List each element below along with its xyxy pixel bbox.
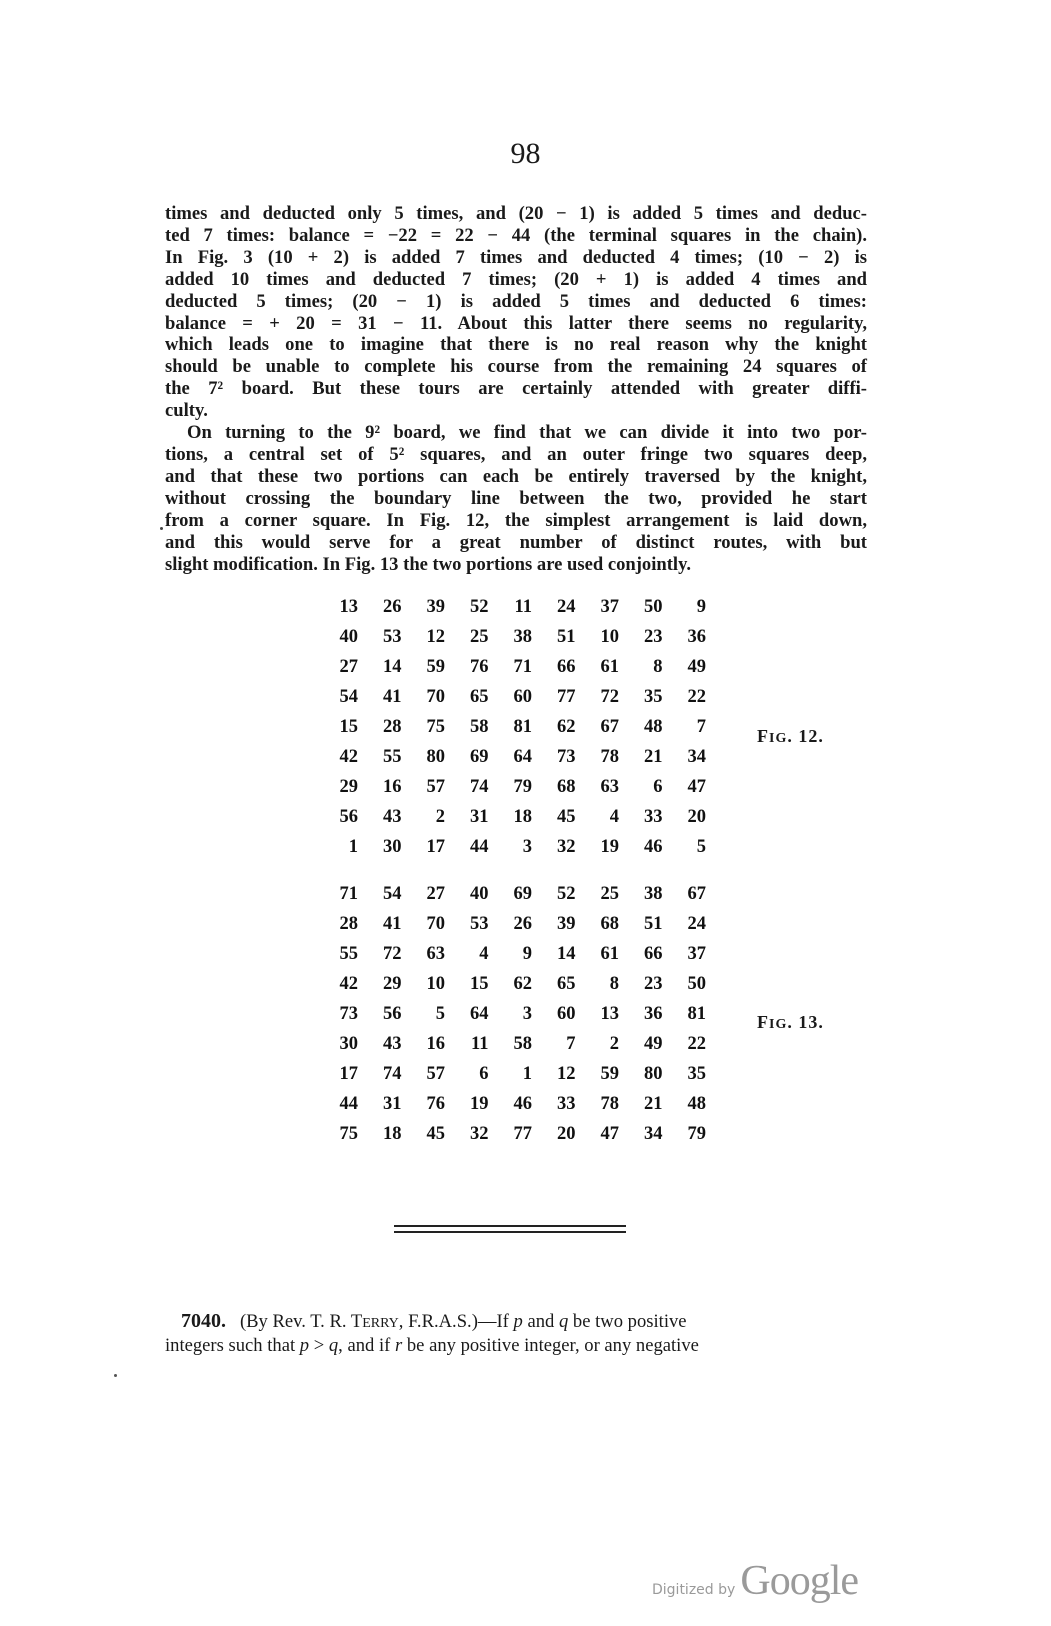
grid-cell: 55	[339, 944, 358, 964]
grid-cell: 12	[426, 627, 445, 647]
grid-cell: 22	[687, 1034, 706, 1054]
grid-cell: 9	[696, 597, 706, 617]
grid-cell: 19	[600, 837, 619, 857]
grid-cell: 16	[426, 1034, 445, 1054]
grid-cell: 69	[513, 884, 532, 904]
grid-cell: 81	[687, 1004, 706, 1024]
text-line: the 7² board. But these tours are certainly attended with greater diffi-	[165, 378, 867, 400]
grid-cell: 30	[339, 1034, 358, 1054]
grid-cell: 36	[644, 1004, 663, 1024]
grid-cell: 77	[513, 1124, 532, 1144]
grid-cell: 28	[383, 717, 402, 737]
grid-cell: 71	[513, 657, 532, 677]
grid-cell: 49	[644, 1034, 663, 1054]
grid-cell: 43	[383, 1034, 402, 1054]
grid-cell: 29	[339, 777, 358, 797]
grid-cell: 2	[609, 1034, 619, 1054]
grid-cell: 60	[513, 687, 532, 707]
grid-cell: 16	[383, 777, 402, 797]
problem-author-smallcaps: ERRY	[362, 1316, 399, 1331]
text-line: balance = + 20 = 31 − 11. About this latter there seems no regularity,	[165, 312, 867, 334]
grid-cell: 53	[470, 914, 489, 934]
grid-cell: 64	[513, 747, 532, 767]
grid-cell: 56	[383, 1004, 402, 1024]
problem-line-2	[165, 1335, 867, 1357]
grid-cell: 7	[696, 717, 706, 737]
grid-cell: 27	[426, 884, 445, 904]
grid-cell: 62	[513, 974, 532, 994]
text-line: culty.	[165, 400, 208, 422]
grid-cell: 6	[479, 1064, 489, 1084]
digitized-by-google-watermark	[652, 1557, 859, 1604]
grid-cell: 45	[557, 807, 576, 827]
grid-cell: 59	[426, 657, 445, 677]
grid-cell: 12	[557, 1064, 576, 1084]
margin-mark	[114, 1374, 117, 1377]
text-and: and	[522, 1311, 559, 1332]
grid-cell: 58	[513, 1034, 532, 1054]
grid-cell: 45	[426, 1124, 445, 1144]
fig-label-prefix: F	[757, 726, 769, 746]
grid-cell: 44	[339, 1094, 358, 1114]
text-line: slight modification. In Fig. 13 the two portions are used conjointly.	[165, 553, 691, 575]
grid-cell: 47	[600, 1124, 619, 1144]
grid-cell: 73	[557, 747, 576, 767]
grid-cell: 39	[557, 914, 576, 934]
grid-cell: 40	[339, 627, 358, 647]
google-logo: Google	[740, 1558, 859, 1604]
problem-number: 7040.	[181, 1310, 226, 1332]
grid-cell: 36	[687, 627, 706, 647]
grid-cell: 28	[339, 914, 358, 934]
grid-cell: 49	[687, 657, 706, 677]
grid-cell: 74	[470, 777, 489, 797]
grid-cell: 65	[557, 974, 576, 994]
grid-cell: 14	[383, 657, 402, 677]
problem-line-1	[165, 1311, 867, 1335]
grid-cell: 15	[339, 717, 358, 737]
grid-cell: 34	[687, 747, 706, 767]
grid-cell: 53	[383, 627, 402, 647]
fig-label-suffix: . 12.	[787, 726, 824, 746]
grid-cell: 24	[557, 597, 576, 617]
grid-cell: 64	[470, 1004, 489, 1024]
text-line: which leads one to imagine that there is no real reason why the knight	[165, 334, 867, 356]
grid-cell: 25	[600, 884, 619, 904]
grid-cell: 54	[383, 884, 402, 904]
grid-cell: 76	[470, 657, 489, 677]
grid-cell: 27	[339, 657, 358, 677]
grid-cell: 66	[644, 944, 663, 964]
problem-7040	[165, 1311, 867, 1356]
grid-cell: 31	[470, 807, 489, 827]
grid-cell: 42	[339, 747, 358, 767]
grid-cell: 18	[513, 807, 532, 827]
grid-cell: 50	[687, 974, 706, 994]
grid-cell: 52	[470, 597, 489, 617]
grid-cell: 57	[426, 1064, 445, 1084]
text-line: from a corner square. In Fig. 12, the simplest arrangement is laid down,	[165, 509, 867, 531]
text-line: tions, a central set of 5² squares, and an outer fringe two squares deep,	[165, 443, 867, 465]
grid-cell: 59	[600, 1064, 619, 1084]
grid-cell: 33	[557, 1094, 576, 1114]
text-line: In Fig. 3 (10 + 2) is added 7 times and deducted 4 times; (10 − 2) is	[165, 246, 867, 268]
grid-cell: 61	[600, 944, 619, 964]
paragraph-1	[165, 203, 867, 422]
body-text	[165, 203, 867, 575]
grid-cell: 48	[644, 717, 663, 737]
grid-cell: 63	[600, 777, 619, 797]
watermark-prefix: Digitized by	[652, 1582, 736, 1598]
grid-cell: 34	[644, 1124, 663, 1144]
grid-cell: 79	[513, 777, 532, 797]
grid-cell: 62	[557, 717, 576, 737]
grid-cell: 74	[383, 1064, 402, 1084]
fig-label-smallcaps: IG	[769, 1017, 788, 1032]
grid-cell: 65	[470, 687, 489, 707]
grid-cell: 76	[426, 1094, 445, 1114]
grid-cell: 70	[426, 914, 445, 934]
grid-cell: 78	[600, 1094, 619, 1114]
section-divider	[394, 1225, 626, 1233]
grid-cell: 30	[383, 837, 402, 857]
grid-cell: 11	[514, 597, 532, 617]
grid-cell: 38	[513, 627, 532, 647]
grid-cell: 75	[426, 717, 445, 737]
grid-cell: 2	[435, 807, 445, 827]
grid-cell: 42	[339, 974, 358, 994]
text-line: ted 7 times: balance = −22 = 22 − 44 (the terminal squares in the chain).	[165, 224, 867, 246]
grid-cell: 21	[644, 1094, 663, 1114]
grid-cell: 67	[687, 884, 706, 904]
grid-cell: 67	[600, 717, 619, 737]
grid-cell: 11	[471, 1034, 489, 1054]
grid-cell: 69	[470, 747, 489, 767]
problem-author-close: , F.R.A.S.)—If	[398, 1311, 514, 1332]
grid-cell: 46	[513, 1094, 532, 1114]
grid-cell: 25	[470, 627, 489, 647]
grid-cell: 13	[600, 1004, 619, 1024]
text-line: On turning to the 9² board, we find that we can divide it into two por-	[187, 422, 867, 444]
problem-author: (By Rev. T. R. T	[239, 1311, 363, 1332]
grid-cell: 71	[339, 884, 358, 904]
grid-cell: 61	[600, 657, 619, 677]
margin-mark	[160, 527, 163, 530]
grid-cell: 3	[522, 837, 532, 857]
page-number: 98	[510, 137, 541, 170]
grid-cell: 4	[479, 944, 489, 964]
grid-cell: 8	[609, 974, 619, 994]
grid-cell: 22	[687, 687, 706, 707]
grid-cell: 72	[383, 944, 402, 964]
ineq-q: q	[328, 1334, 339, 1356]
grid-cell: 26	[383, 597, 402, 617]
text-line: should be unable to complete his course from the remaining 24 squares of	[165, 356, 867, 378]
grid-cell: 1	[522, 1064, 532, 1084]
text-line: deducted 5 times; (20 − 1) is added 5 times and deducted 6 times:	[165, 290, 867, 312]
line2-start: integers such that	[165, 1334, 300, 1356]
grid-cell: 17	[426, 837, 445, 857]
figure-12-label	[757, 726, 824, 747]
grid-cell: 35	[644, 687, 663, 707]
grid-cell: 68	[600, 914, 619, 934]
grid-cell: 14	[557, 944, 576, 964]
grid-cell: 41	[383, 914, 402, 934]
grid-cell: 15	[470, 974, 489, 994]
var-r: r	[394, 1334, 403, 1356]
grid-cell: 9	[522, 944, 532, 964]
grid-cell: 56	[339, 807, 358, 827]
grid-cell: 66	[557, 657, 576, 677]
grid-cell: 10	[600, 627, 619, 647]
grid-cell: 51	[644, 914, 663, 934]
text-line: and this would serve for a great number of distinct routes, with but	[165, 531, 867, 553]
grid-cell: 29	[383, 974, 402, 994]
grid-cell: 31	[383, 1094, 402, 1114]
grid-cell: 32	[470, 1124, 489, 1144]
paragraph-2	[165, 422, 867, 575]
grid-cell: 4	[609, 807, 619, 827]
grid-cell: 37	[600, 597, 619, 617]
grid-cell: 21	[644, 747, 663, 767]
fig-label-suffix: . 13.	[787, 1012, 824, 1032]
grid-cell: 81	[513, 717, 532, 737]
line1-end: be two positive	[568, 1311, 687, 1332]
grid-cell: 58	[470, 717, 489, 737]
grid-cell: 5	[435, 1004, 445, 1024]
grid-cell: 41	[383, 687, 402, 707]
grid-cell: 10	[426, 974, 445, 994]
grid-cell: 20	[557, 1124, 576, 1144]
grid-cell: 77	[557, 687, 576, 707]
fig-label-smallcaps: IG	[769, 731, 788, 746]
grid-cell: 23	[644, 627, 663, 647]
grid-cell: 47	[687, 777, 706, 797]
grid-cell: 72	[600, 687, 619, 707]
grid-cell: 51	[557, 627, 576, 647]
grid-cell: 75	[339, 1124, 358, 1144]
ineq-op: >	[309, 1334, 329, 1356]
text-line: times and deducted only 5 times, and (20 − 1) is added 5 times and deduc-	[165, 203, 867, 224]
grid-cell: 5	[696, 837, 706, 857]
grid-cell: 33	[644, 807, 663, 827]
text-line: without crossing the boundary line between the two, provided he start	[165, 487, 867, 509]
grid-cell: 80	[426, 747, 445, 767]
grid-cell: 1	[348, 837, 358, 857]
grid-cell: 20	[687, 807, 706, 827]
grid-cell: 57	[426, 777, 445, 797]
fig-label-prefix: F	[757, 1012, 769, 1032]
var-q: q	[558, 1311, 569, 1332]
grid-cell: 73	[339, 1004, 358, 1024]
grid-cell: 39	[426, 597, 445, 617]
grid-cell: 55	[383, 747, 402, 767]
grid-cell: 43	[383, 807, 402, 827]
grid-cell: 23	[644, 974, 663, 994]
var-p: p	[513, 1311, 523, 1332]
grid-cell: 32	[557, 837, 576, 857]
grid-cell: 79	[687, 1124, 706, 1144]
grid-cell: 46	[644, 837, 663, 857]
line2-mid: , and if	[338, 1334, 395, 1356]
figure-13-label	[757, 1012, 824, 1033]
grid-cell: 18	[383, 1124, 402, 1144]
grid-cell: 37	[687, 944, 706, 964]
grid-cell: 8	[653, 657, 663, 677]
grid-cell: 48	[687, 1094, 706, 1114]
grid-cell: 38	[644, 884, 663, 904]
grid-cell: 44	[470, 837, 489, 857]
grid-cell: 54	[339, 687, 358, 707]
grid-cell: 17	[339, 1064, 358, 1084]
grid-cell: 70	[426, 687, 445, 707]
grid-cell: 3	[522, 1004, 532, 1024]
grid-cell: 24	[687, 914, 706, 934]
grid-cell: 52	[557, 884, 576, 904]
grid-cell: 68	[557, 777, 576, 797]
grid-cell: 50	[644, 597, 663, 617]
grid-cell: 26	[513, 914, 532, 934]
grid-cell: 19	[470, 1094, 489, 1114]
grid-cell: 35	[687, 1064, 706, 1084]
text-line: added 10 times and deducted 7 times; (20 + 1) is added 4 times and	[165, 268, 867, 290]
grid-cell: 80	[644, 1064, 663, 1084]
line2-end: be any positive integer, or any negative	[402, 1334, 699, 1356]
grid-cell: 78	[600, 747, 619, 767]
grid-cell: 40	[470, 884, 489, 904]
grid-cell: 6	[653, 777, 663, 797]
ineq-p: p	[299, 1334, 310, 1356]
grid-cell: 13	[339, 597, 358, 617]
grid-cell: 63	[426, 944, 445, 964]
grid-cell: 7	[566, 1034, 576, 1054]
text-line: and that these two portions can each be entirely traversed by the knight,	[165, 465, 867, 487]
grid-cell: 60	[557, 1004, 576, 1024]
